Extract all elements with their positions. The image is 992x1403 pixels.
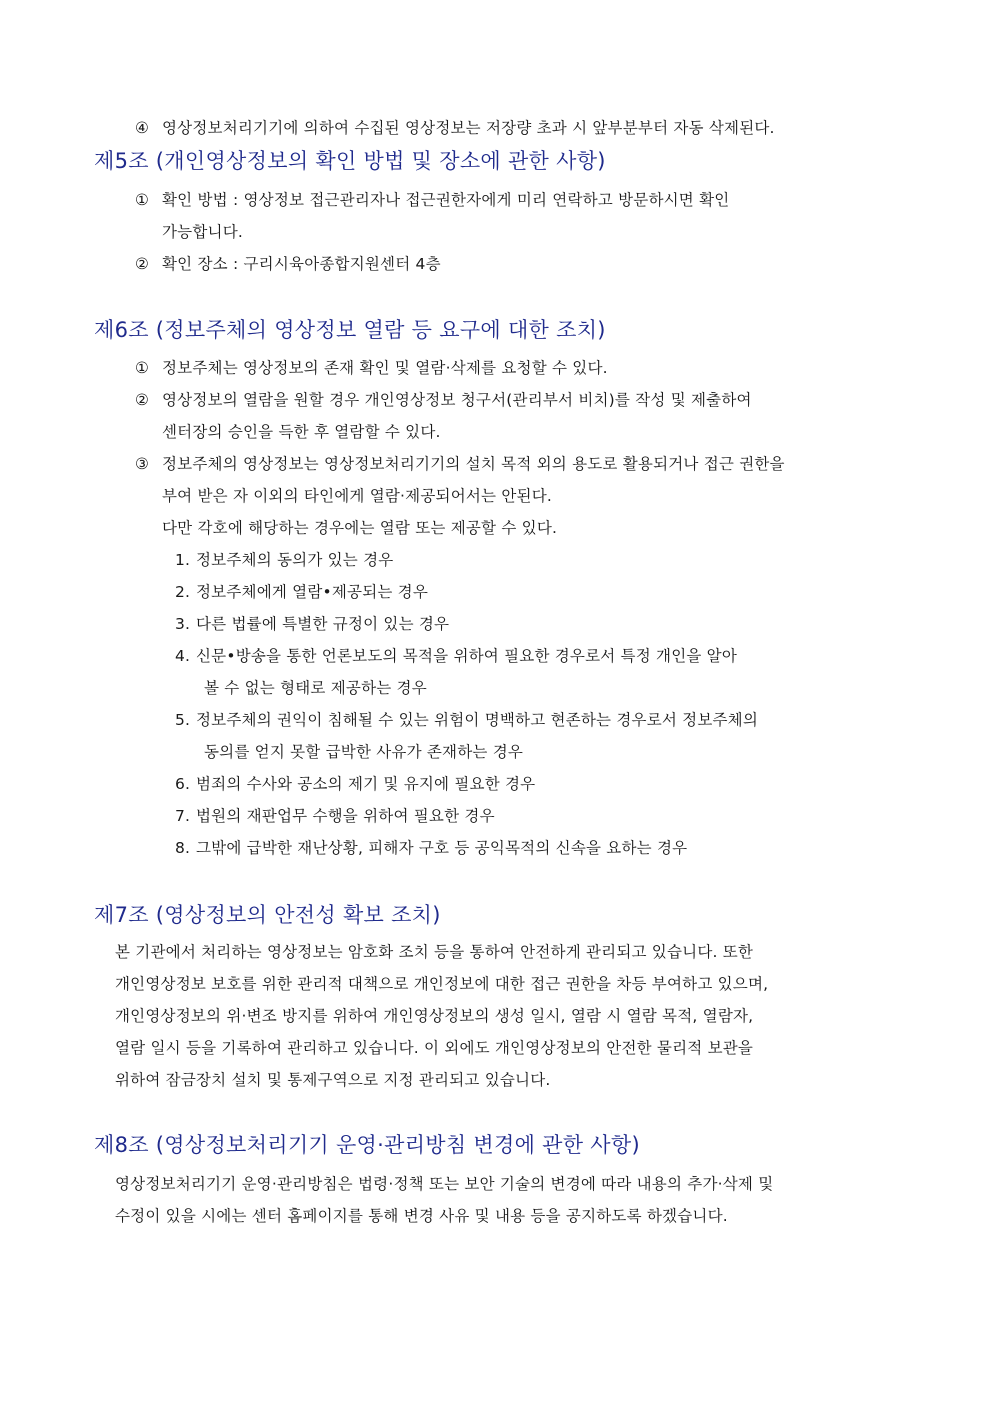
subitem-text: 그밖에 급박한 재난상황, 피해자 구호 등 공익목적의 신속을 요하는 경우 [196, 839, 688, 857]
article-heading: 제8조 (영상정보처리기기 운영·관리방침 변경에 관한 사항) [94, 1133, 640, 1157]
subitem [175, 806, 495, 826]
paragraph-line: 수정이 있을 시에는 센터 홈페이지를 통해 변경 사유 및 내용 등을 공지하도록 하겠습니다. [115, 1207, 728, 1225]
list-item [135, 190, 729, 210]
subitem-text: 정보주체의 동의가 있는 경우 [196, 551, 394, 569]
item-text: 영상정보의 열람을 원할 경우 개인영상정보 청구서(관리부서 비치)를 작성 및 제출하여 [162, 391, 752, 409]
list-item [135, 358, 608, 378]
paragraph-line: 개인영상정보의 위·변조 방지를 위하여 개인영상정보의 생성 일시, 열람 시 열람 목적, 열람자, [115, 1007, 754, 1025]
subitem-text: 범죄의 수사와 공소의 제기 및 유지에 필요한 경우 [196, 775, 536, 793]
subitem-text: 다른 법률에 특별한 규정이 있는 경우 [196, 615, 450, 633]
subitem-number: 2. [175, 583, 191, 601]
list-item [135, 390, 752, 410]
item-continuation: 다만 각호에 해당하는 경우에는 열람 또는 제공할 수 있다. [162, 519, 558, 537]
subitem [175, 774, 535, 794]
subitem [175, 582, 428, 602]
subitem-text: 정보주체에게 열람•제공되는 경우 [196, 583, 429, 601]
paragraph-line: 개인영상정보 보호를 위한 관리적 대책으로 개인정보에 대한 접근 권한을 차등 부여하고 있으며, [115, 975, 769, 993]
subitem-number: 3. [175, 615, 191, 633]
item-text: 정보주체의 영상정보는 영상정보처리기기의 설치 목적 외의 용도로 활용되거나 접근 권한을 [162, 455, 785, 473]
item-marker: ③ [135, 455, 150, 473]
item-continuation: 센터장의 승인을 득한 후 열람할 수 있다. [162, 423, 441, 441]
item-text: 영상정보처리기기에 의하여 수집된 영상정보는 저장량 초과 시 앞부분부터 자동 삭제된다. [162, 119, 775, 137]
subitem [175, 838, 687, 858]
paragraph-line: 본 기관에서 처리하는 영상정보는 암호화 조치 등을 통하여 안전하게 관리되고 있습니다. 또한 [115, 943, 754, 961]
subitem-number: 5. [175, 711, 191, 729]
item-text: 확인 장소 : 구리시육아종합지원센터 4층 [162, 255, 441, 273]
item-continuation: 가능합니다. [162, 223, 243, 241]
list-item [135, 254, 441, 274]
subitem-number: 1. [175, 551, 191, 569]
paragraph-line: 위하여 잠금장치 설치 및 통제구역으로 지정 관리되고 있습니다. [115, 1071, 551, 1089]
item-text: 정보주체는 영상정보의 존재 확인 및 열람·삭제를 요청할 수 있다. [162, 359, 608, 377]
item-marker: ① [135, 359, 150, 377]
subitem-continuation: 동의를 얻지 못할 급박한 사유가 존재하는 경우 [204, 743, 524, 761]
subitem-continuation: 볼 수 없는 형태로 제공하는 경우 [204, 679, 427, 697]
list-item [135, 454, 785, 474]
subitem-text: 법원의 재판업무 수행을 위하여 필요한 경우 [196, 807, 495, 825]
subitem-number: 6. [175, 775, 191, 793]
paragraph-line: 영상정보처리기기 운영·관리방침은 법령·정책 또는 보안 기술의 변경에 따라 내용의 추가·삭제 및 [115, 1175, 774, 1193]
subitem-text: 신문•방송을 통한 언론보도의 목적을 위하여 필요한 경우로서 특정 개인을 알아 [196, 647, 738, 665]
item-continuation: 부여 받은 자 이외의 타인에게 열람·제공되어서는 안된다. [162, 487, 552, 505]
list-item [135, 118, 775, 138]
item-marker: ② [135, 255, 150, 273]
item-marker: ② [135, 391, 150, 409]
subitem-number: 8. [175, 839, 191, 857]
subitem-number: 7. [175, 807, 191, 825]
article-heading: 제7조 (영상정보의 안전성 확보 조치) [94, 903, 441, 927]
subitem-text: 정보주체의 권익이 침해될 수 있는 위험이 명백하고 현존하는 경우로서 정보주체의 [196, 711, 759, 729]
item-marker: ① [135, 191, 150, 209]
subitem [175, 710, 758, 730]
article-heading: 제5조 (개인영상정보의 확인 방법 및 장소에 관한 사항) [94, 149, 606, 173]
paragraph-line: 열람 일시 등을 기록하여 관리하고 있습니다. 이 외에도 개인영상정보의 안전한 물리적 보관을 [115, 1039, 754, 1057]
article-heading: 제6조 (정보주체의 영상정보 열람 등 요구에 대한 조치) [94, 318, 606, 342]
item-marker: ④ [135, 119, 150, 137]
subitem [175, 550, 393, 570]
subitem [175, 614, 449, 634]
item-text: 확인 방법 : 영상정보 접근관리자나 접근권한자에게 미리 연락하고 방문하시면 확인 [162, 191, 730, 209]
subitem-number: 4. [175, 647, 191, 665]
subitem [175, 646, 737, 666]
